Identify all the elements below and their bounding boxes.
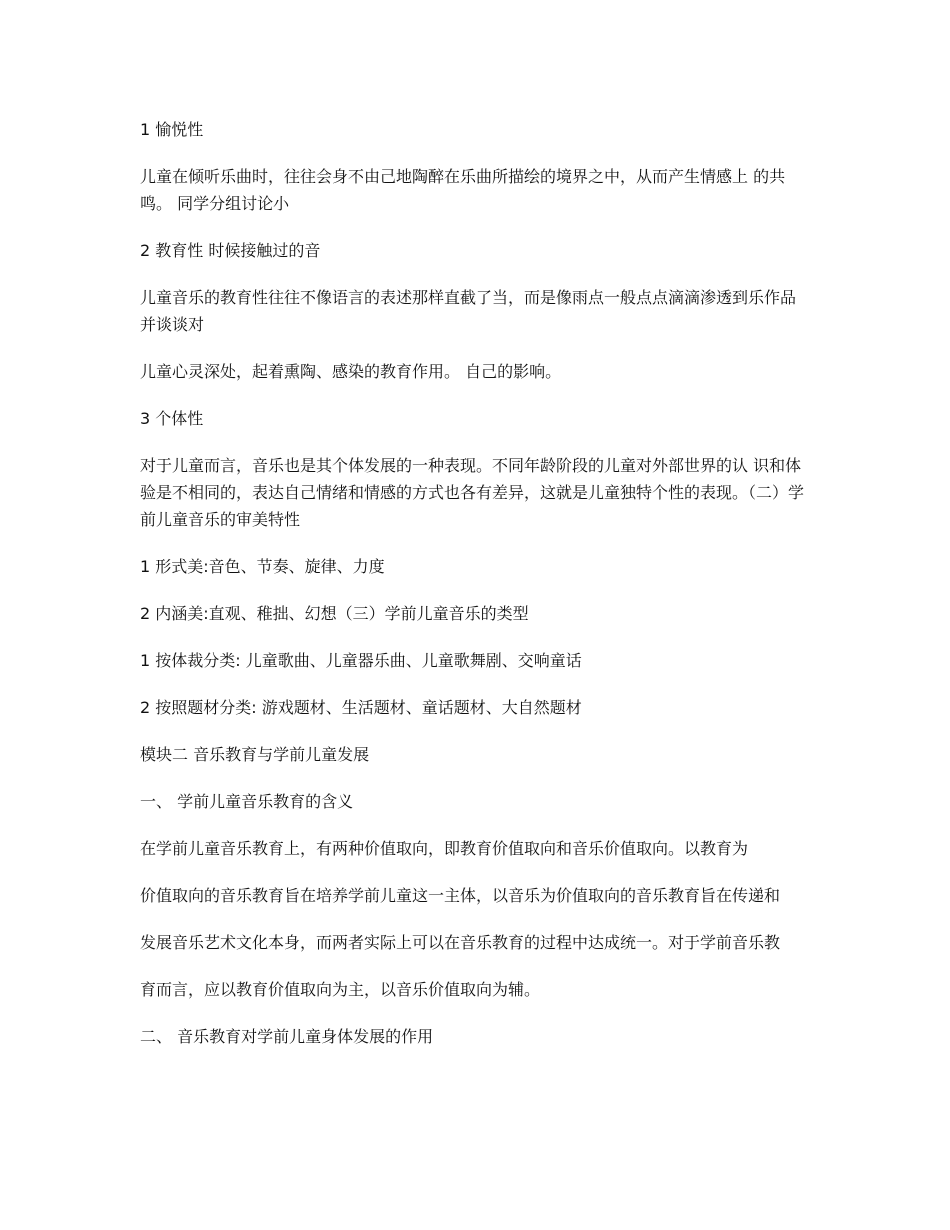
- paragraph-value-orientation-1: 在学前儿童音乐教育上，有两种价值取向，即教育价值取向和音乐价值取向。以教育为: [140, 839, 749, 858]
- paragraph-resonance: 儿童在倾听乐曲时，往往会身不由己地陶醉在乐曲所描绘的境界之中，从而产生情感上 的共鸣。 同学分组讨论小: [140, 167, 786, 213]
- item-theme-classification: 2 按照题材分类: 游戏题材、生活题材、童话题材、大自然题材: [140, 698, 582, 717]
- document-body: [140, 116, 808, 1070]
- paragraph-educational-2: 儿童心灵深处，起着熏陶、感染的教育作用。 自己的影响。: [140, 362, 562, 381]
- item-genre-classification: 1 按体裁分类: 儿童歌曲、儿童器乐曲、儿童歌舞剧、交响童话: [140, 651, 582, 670]
- module-two-title: 模块二 音乐教育与学前儿童发展: [140, 745, 370, 764]
- paragraph-value-orientation-2: 价值取向的音乐教育旨在培养学前儿童这一主体，以音乐为价值取向的音乐教育旨在传递和: [140, 886, 781, 905]
- heading-individuality: 3 个体性: [140, 409, 204, 428]
- section-two-title: 二、 音乐教育对学前儿童身体发展的作用: [140, 1027, 434, 1046]
- paragraph-educational-1: 儿童音乐的教育性往往不像语言的表述那样直截了当，而是像雨点一般点点滴滴渗透到乐作品并谈谈对: [140, 288, 797, 334]
- heading-joyfulness: 1 愉悦性: [140, 120, 204, 139]
- paragraph-individuality: 对于儿童而言，音乐也是其个体发展的一种表现。不同年龄阶段的儿童对外部世界的认 识和体验是不相同的，表达自己情绪和情感的方式也各有差异，这就是儿童独特个性的表现。（二）学前儿童音乐的审美特性: [140, 456, 805, 529]
- heading-educational: 2 教育性 时候接触过的音: [140, 241, 321, 260]
- section-one-title: 一、 学前儿童音乐教育的含义: [140, 792, 354, 811]
- item-formal-beauty: 1 形式美:音色、节奏、旋律、力度: [140, 557, 385, 576]
- item-inner-beauty: 2 内涵美:直观、稚拙、幻想（三）学前儿童音乐的类型: [140, 604, 529, 623]
- paragraph-value-orientation-3: 发展音乐艺术文化本身，而两者实际上可以在音乐教育的过程中达成统一。对于学前音乐教: [140, 933, 781, 952]
- paragraph-value-orientation-4: 育而言，应以教育价值取向为主，以音乐价值取向为辅。: [140, 980, 541, 999]
